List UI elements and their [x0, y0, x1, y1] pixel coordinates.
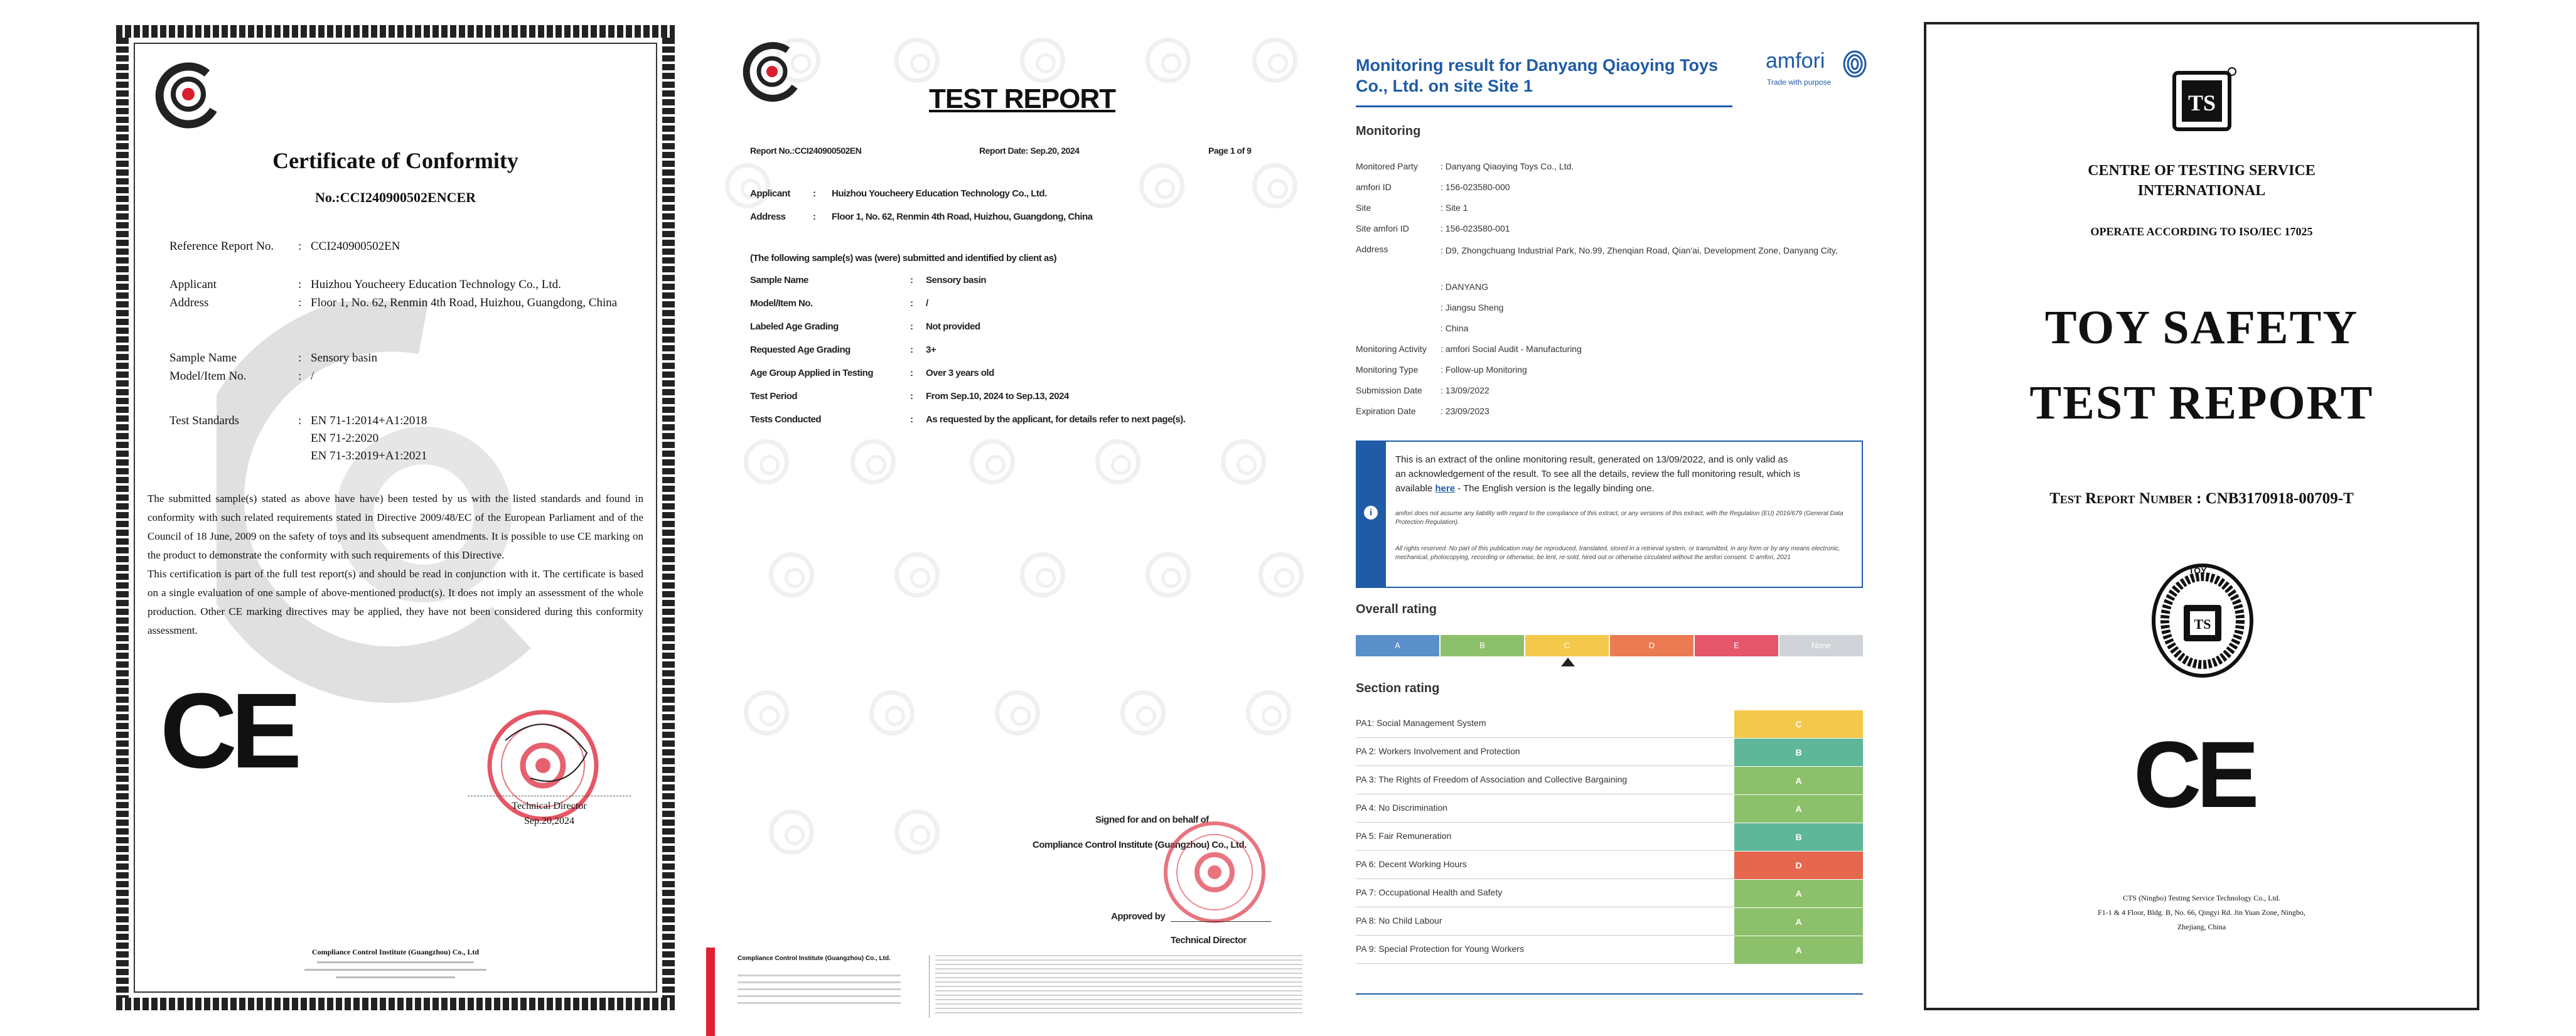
watermark-icon [1146, 552, 1191, 597]
address-line: : DANYANG [1441, 282, 1488, 292]
watermark-icon [1020, 552, 1065, 597]
section-label: PA 7: Occupational Health and Safety [1356, 887, 1503, 897]
field-value: Floor 1, No. 62, Renmin 4th Road, Huizhou, Guangdong, China [311, 296, 618, 309]
section-label: PA 6: Decent Working Hours [1356, 859, 1467, 869]
section-badge: D [1734, 852, 1863, 879]
section-label: PA 5: Fair Remuneration [1356, 831, 1452, 841]
field-sep: : [298, 351, 302, 365]
title-line2: TEST REPORT [2029, 376, 2374, 429]
amfori-title: Monitoring result for Danyang Qiaoying Toys Co., Ltd. on site Site 1 [1356, 56, 1719, 95]
colon: : [910, 298, 913, 309]
watermark-icon [894, 809, 940, 855]
signer-title: Technical Director [512, 801, 587, 811]
section-label: PA1: Social Management System [1356, 718, 1486, 728]
seal-text: TOY [2189, 565, 2207, 575]
field-value: : 23/09/2023 [1441, 406, 1489, 416]
standard-item: EN 71-3:2019+A1:2021 [311, 449, 427, 462]
field-value: / [311, 370, 314, 383]
report-date: Report Date: Sep.20, 2024 [979, 146, 1080, 156]
watermark-icon [1146, 38, 1191, 83]
amfori-tagline: Trade with purpose [1767, 78, 1832, 87]
certificate-number: No.:CCI240900502ENCER [314, 190, 476, 205]
watermark-icon [1095, 439, 1140, 484]
section-row [1356, 852, 1863, 879]
row-label: Age Group Applied in Testing [750, 368, 873, 378]
report-number: Test Report Number : CNB3170918-00709-T [2049, 490, 2354, 507]
field-label: Monitored Party [1356, 161, 1418, 171]
field-value: : D9, Zhongchuang Industrial Park, No.99, Zhenqian Road, Qian'ai, Development Zone, Danyang City, [1441, 245, 1838, 255]
notice-text: - The English version is the legally binding one. [1457, 483, 1655, 494]
ce-mark: CE [2133, 722, 2255, 827]
field-sep: : [298, 240, 302, 253]
footer-company: Compliance Control Institute (Guangzhou) Co., Ltd [311, 948, 480, 956]
approver-title: Technical Director [1171, 935, 1247, 946]
watermark-icon [1020, 38, 1065, 83]
centre-name-line1: CENTRE OF TESTING SERVICE [2088, 163, 2316, 179]
cci-logo-icon [154, 60, 223, 129]
field-value: EN 71-1:2014+A1:2018 [311, 414, 427, 427]
section-badge: A [1734, 908, 1863, 936]
section-label: PA 8: No Child Labour [1356, 916, 1442, 926]
watermark-icon [851, 439, 896, 484]
monitoring-heading: Monitoring [1356, 124, 1421, 138]
watermark-icon [1221, 439, 1266, 484]
section-row [1356, 936, 1863, 964]
field-label: Test Standards [169, 414, 240, 427]
field-sep: : [298, 296, 302, 309]
watermark-icon [1246, 690, 1291, 735]
title-underline [1356, 105, 1732, 107]
address-value: Floor 1, No. 62, Renmin 4th Road, Huizhou, Guangdong, China [832, 211, 1093, 222]
row-label: Labeled Age Grading [750, 321, 839, 332]
section-row [1356, 767, 1863, 794]
row-value: Not provided [926, 321, 980, 332]
cci-logo-icon [741, 38, 803, 107]
colon: : [910, 321, 913, 332]
section-row [1356, 739, 1863, 766]
rating-d: D [1610, 635, 1695, 656]
rating-e: E [1695, 635, 1779, 656]
standard-item: EN 71-2:2020 [311, 432, 379, 445]
address-label: Address [750, 211, 786, 222]
field-label: amfori ID [1356, 182, 1392, 192]
watermark-icon [1252, 38, 1297, 83]
section-row [1356, 880, 1863, 907]
row-label: Requested Age Grading [750, 344, 851, 355]
row-value: Sensory basin [926, 275, 987, 286]
signature-line [1171, 921, 1271, 922]
applicant-value: Huizhou Youcheery Education Technology Co., Ltd. [832, 188, 1047, 199]
section-badge: A [1734, 936, 1863, 964]
field-label: Site amfori ID [1356, 223, 1409, 233]
section-row [1356, 823, 1863, 851]
section-label: PA 9: Special Protection for Young Workers [1356, 944, 1524, 954]
section-badge: A [1734, 880, 1863, 907]
operate-standard: OPERATE ACCORDING TO ISO/IEC 17025 [2090, 225, 2313, 238]
certificate-document [116, 25, 675, 1010]
footer-address: F1-1 & 4 Floor, Bldg. B, No. 66, Qingyi Rd. Jin Yuan Zone, Ningbo, [2098, 908, 2305, 917]
rating-pointer-icon [1561, 658, 1575, 666]
info-icon: i [1364, 506, 1378, 520]
watermark-icon [769, 552, 814, 597]
field-value: : Danyang Qiaoying Toys Co., Ltd. [1441, 161, 1574, 171]
rating-b: B [1441, 635, 1525, 656]
footer-company: CTS (Ningbo) Testing Service Technology Co., Ltd. [2123, 894, 2280, 902]
section-label: PA 3: The Rights of Freedom of Association and Collective Bargaining [1356, 774, 1628, 784]
colon: : [910, 275, 913, 286]
field-value: : amfori Social Audit - Manufacturing [1441, 344, 1582, 354]
field-label: Monitoring Activity [1356, 344, 1427, 354]
toy-seal-icon [2149, 561, 2256, 680]
footer-rule [1356, 993, 1863, 995]
page-number: Page 1 of 9 [1208, 146, 1252, 156]
watermark-icon [1252, 163, 1297, 208]
section-label: PA 4: No Discrimination [1356, 803, 1448, 813]
row-label: Tests Conducted [750, 414, 822, 425]
notice-text-line [1395, 483, 1655, 494]
notice-copyright: All rights reserved. No part of this publication may be reproduced, translated, stored in a retrieval system, or transmitted, in any form or by any means electronic, mechanical, photocopying, recording or otherwise, be lent, re-sold, hired out or otherwise circulated without the amfori consent. © amfori, 2021 [1395, 545, 1840, 561]
row-value: As requested by the applicant, for details refer to next page(s). [926, 414, 1186, 425]
notice-disclaimer: amfori does not assume any liability with regard to the compliance of this extract, or any versions of this extract, with the Regulation (EU) 2016/679 (General Data Protection Regulation). [1395, 510, 1843, 526]
rating-a: A [1356, 635, 1441, 656]
field-value: CCI240900502EN [311, 240, 400, 253]
notice-text: an acknowledgement of the result. To see all the details, review the full monitoring result, which is [1395, 469, 1801, 479]
section-rating-heading: Section rating [1356, 681, 1440, 695]
footer-disclaimer-block [935, 954, 1302, 1013]
watermark-icon [744, 439, 789, 484]
footer-company: Compliance Control Institute (Guangzhou) Co., Ltd. [738, 955, 891, 962]
approved-by: Approved by [1111, 911, 1166, 922]
report-number: Report No.:CCI240900502EN [750, 146, 862, 156]
field-value: : 156-023580-000 [1441, 182, 1510, 192]
notice-text: available [1395, 483, 1433, 494]
field-label: Monitoring Type [1356, 365, 1419, 375]
intro-text: (The following sample(s) was (were) submitted and identified by client as) [750, 253, 1057, 264]
svg-text:TS: TS [2194, 616, 2211, 632]
colon: : [910, 344, 913, 355]
test-report-document [706, 0, 1315, 1036]
cts-logo-icon [2168, 65, 2240, 137]
field-label: Expiration Date [1356, 406, 1416, 416]
section-badge: A [1734, 767, 1863, 794]
watermark-icon [1120, 690, 1166, 735]
section-row [1356, 795, 1863, 823]
watermark-icon [894, 38, 940, 83]
certification-paragraph: This certification is part of the full test report(s) and should be read in conjunction with it. The certificate is based on a single evaluation of one sample of above-mentioned product(s). It does not imply an assessment of the whole production. Other CE marking directives may be applied, they have not been considered during this conformity assessment. [148, 568, 643, 636]
row-value: Over 3 years old [926, 368, 994, 378]
field-value: Huizhou Youcheery Education Technology Co., Ltd. [311, 278, 561, 291]
certificate-title: Certificate of Conformity [272, 148, 518, 173]
row-label: Model/Item No. [750, 298, 813, 309]
section-label: PA 2: Workers Involvement and Protection [1356, 746, 1520, 756]
section-badge: B [1734, 823, 1863, 851]
address-line: : China [1441, 323, 1469, 333]
overall-rating-heading: Overall rating [1356, 602, 1437, 616]
field-label: Reference Report No. [169, 240, 274, 253]
watermark-icon [970, 439, 1015, 484]
footer-text-line [336, 976, 455, 978]
colon: : [813, 188, 816, 199]
watermark-icon [744, 690, 789, 735]
field-value: : Follow-up Monitoring [1441, 365, 1527, 375]
field-value: : Site 1 [1441, 203, 1468, 213]
section-badge: B [1734, 739, 1863, 766]
footer-text-line [317, 961, 474, 963]
field-sep: : [298, 370, 302, 383]
watermark-icon [894, 552, 940, 597]
signed-company: Compliance Control Institute (Guangzhou) Co., Ltd. [1033, 840, 1247, 850]
rating-c: C [1525, 635, 1610, 656]
row-value: From Sep.10, 2024 to Sep.13, 2024 [926, 391, 1069, 402]
red-footer-bar [706, 948, 715, 1036]
footer-divider [929, 955, 930, 1018]
colon: : [910, 391, 913, 402]
watermark-icon [1258, 552, 1304, 597]
field-label: Model/Item No. [169, 370, 247, 383]
address-line: : Jiangsu Sheng [1441, 302, 1504, 312]
here-link[interactable]: here [1435, 483, 1456, 494]
row-label: Sample Name [750, 275, 808, 286]
section-row [1356, 908, 1863, 936]
report-title: TEST REPORT [929, 83, 1116, 114]
colon: : [910, 368, 913, 378]
footer-address-block [738, 969, 901, 1004]
watermark-icon [725, 163, 770, 208]
watermark-icon [869, 690, 915, 735]
field-sep: : [298, 414, 302, 427]
field-label: Address [169, 296, 209, 309]
company-stamp-icon [1158, 816, 1271, 929]
title-line1: TOY SAFETY [2044, 301, 2359, 354]
field-value: : 13/09/2022 [1441, 385, 1489, 395]
svg-text:TS: TS [2187, 90, 2216, 115]
watermark-icon [769, 809, 814, 855]
rating-none: None [1779, 635, 1863, 656]
field-label: Applicant [169, 278, 217, 291]
centre-name-line2: INTERNATIONAL [2137, 183, 2266, 199]
signed-for: Signed for and on behalf of [1095, 814, 1209, 825]
conformity-paragraph: The submitted sample(s) stated as above have have) been tested by us with the listed standards and found in conformity with such related requirements stated in Directive 2009/48/EC of the European Parliament and of the Council of 18 June, 2009 on the safety of toys and its subsequent amendments. It is possible to use CE marking on the product to demonstrate the conformity with such requirements of this Directive. [148, 493, 643, 561]
watermark-icon [995, 690, 1040, 735]
field-label: Submission Date [1356, 385, 1422, 395]
notice-text: This is an extract of the online monitoring result, generated on 13/09/2022, and is only valid as [1395, 454, 1788, 465]
ce-mark: CE [160, 671, 296, 791]
footer-city: Zhejiang, China [2177, 922, 2226, 931]
field-value: : 156-023580-001 [1441, 223, 1510, 233]
rating-scale [1356, 635, 1863, 656]
amfori-logo: amfori [1766, 49, 1825, 73]
watermark-icon [1139, 163, 1184, 208]
field-value: Sensory basin [311, 351, 378, 365]
section-row [1356, 710, 1863, 738]
sign-date: Sep.20,2024 [524, 816, 574, 826]
section-badge: A [1734, 795, 1863, 823]
amfori-monitoring-document [1315, 0, 1905, 1036]
footer-text-line [304, 969, 486, 971]
applicant-label: Applicant [750, 188, 790, 199]
colon: : [813, 211, 816, 222]
colon: : [910, 414, 913, 425]
row-value: / [926, 298, 928, 309]
toy-safety-report-cover [1924, 22, 2479, 1010]
row-label: Test Period [750, 391, 798, 402]
section-badge: C [1734, 710, 1863, 738]
row-value: 3+ [926, 344, 936, 355]
amfori-logo-icon [1842, 50, 1867, 78]
field-label: Sample Name [169, 351, 237, 365]
field-label: Site [1356, 203, 1371, 213]
field-sep: : [298, 278, 302, 291]
field-label: Address [1356, 244, 1388, 254]
